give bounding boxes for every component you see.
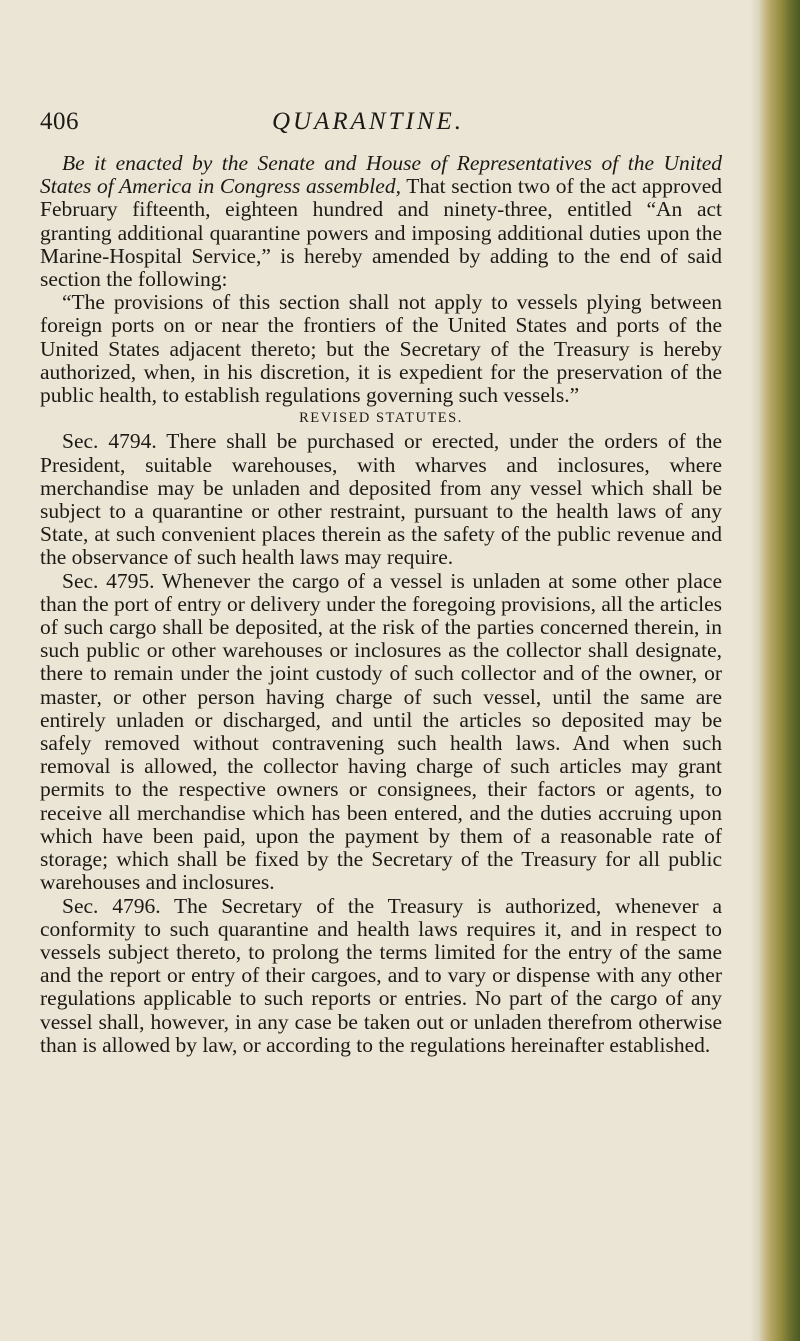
section-4794: Sec. 4794. There shall be purchased or erected, under the orders of the President, suitable warehouses, with wharves and inclosures, where merchandise may be unladen and deposited from any vessel which shall be subject to a quarantine or other restraint, pursuant to the health laws of any State, at such convenient places therein as the safety of the public revenue and the observance of such health laws may require. — [40, 429, 722, 570]
enacting-clause: Be it enacted by the Senate and House of Representatives of the United States of America in Congress assembled, — [40, 151, 722, 199]
section-4795: Sec. 4795. Whenever the cargo of a vessel is unladen at some other place than the port of entry or delivery under the foregoing provisions, all the articles of such cargo shall be deposited, at the risk of the parties concerned therein, in such public or other warehouses or inclosures as the collector shall designate, there to remain under the joint custody of such collector and of the owner, or master, or other person having charge of such vessel, until the same are entirely unladen or discharged, and until the articles so deposited may be safely removed without contravening such health laws. And when such removal is allowed, the collector having charge of such articles may grant permits to the respective owners or consignees, their factors or agents, to receive all merchandise which has been entered, and the duties accruing upon which have been paid, upon the payment by them of a reasonable rate of storage; which shall be fixed by the Secretary of the Treasury for all public warehouses and inclosures. — [40, 568, 722, 895]
running-head: QUARANTINE. — [272, 108, 465, 135]
section-4796: Sec. 4796. The Secretary of the Treasury is authorized, whenever a conformity to such quarantine and health laws requires it, and in respect to vessels subject thereto, to prolong the terms limited for the entry of the same and the report or entry of their cargoes, and to vary or dispense with any other regulations applicable to such reports or entries. No part of the cargo of any vessel shall, however, in any case be taken out or unladen therefrom otherwise than is allowed by law, or according to the regulations hereinafter established. — [40, 893, 722, 1057]
page-body — [40, 152, 722, 1057]
proviso-paragraph: “The provisions of this section shall not apply to vessels plying between foreign ports on or near the frontiers of the United States and ports of the United States adjacent thereto; but the Secretary of the Treasury is hereby authorized, when, in his discretion, it is expedient for the preservation of the public health, to establish regulations governing such vessels.” — [40, 290, 722, 408]
book-edge — [760, 0, 800, 1341]
page-number: 406 — [40, 108, 79, 135]
section-title: REVISED STATUTES. — [299, 410, 463, 427]
page-header — [40, 108, 720, 144]
enactment-paragraph — [40, 152, 722, 291]
enactment-text: That section two of the act approved February fifteenth, eighteen hundred and ninety-three, entitled “An act granting additional quarantine powers and imposing additional duties upon the Marine-Hospital Service,” is hereby amended by adding to the end of said section the following: — [40, 174, 722, 292]
